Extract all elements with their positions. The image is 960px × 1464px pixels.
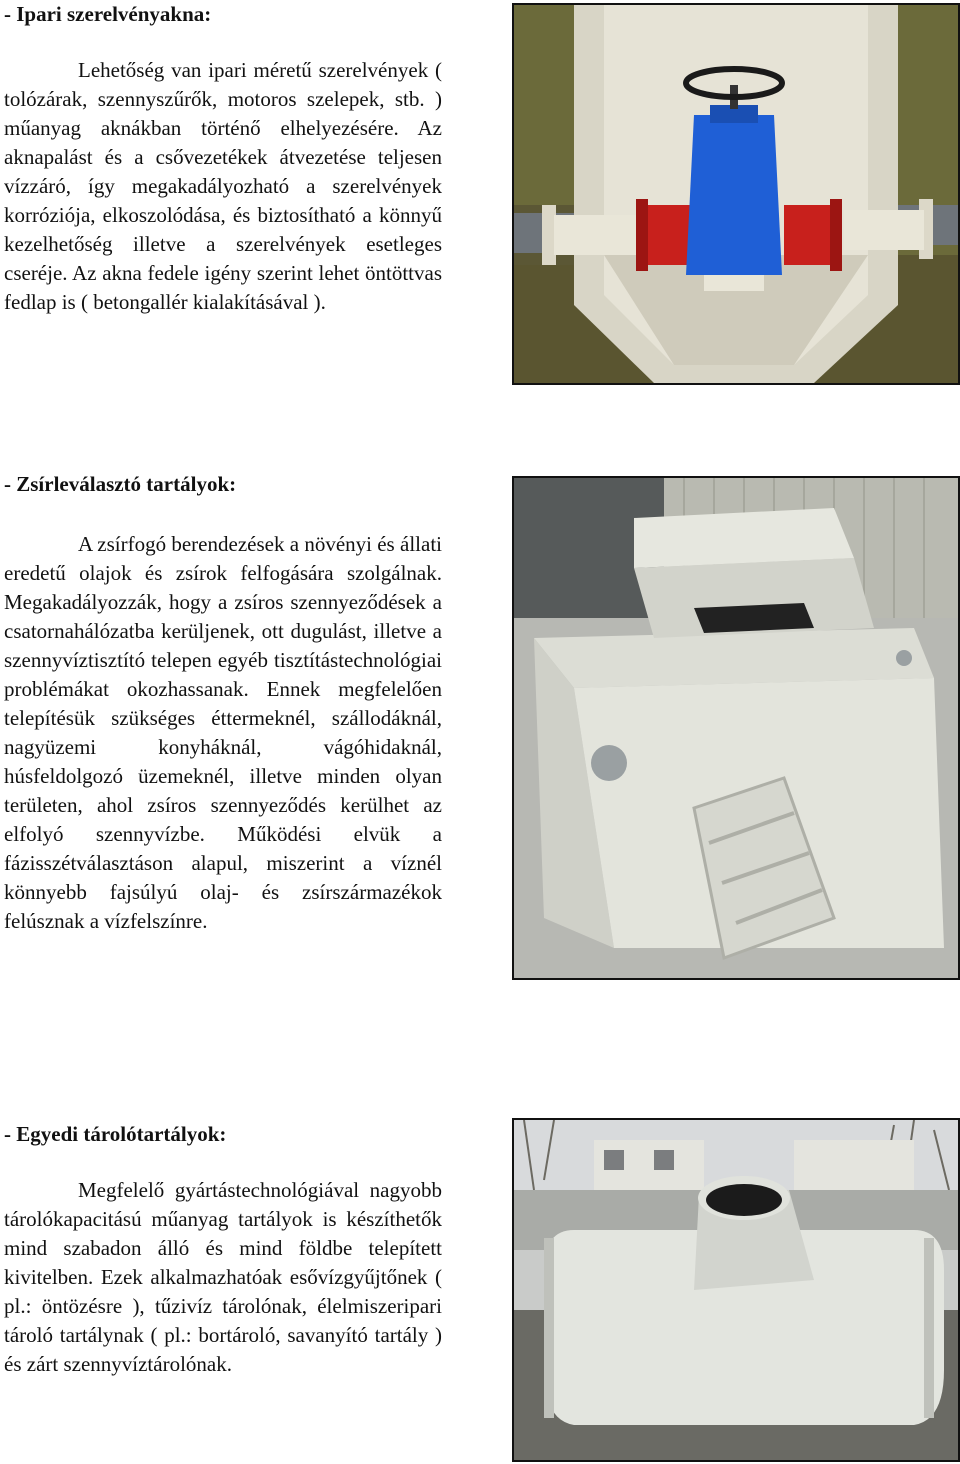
section-body-text: A zsírfogó berendezések a növényi és állati eredetű olajok és zsírok felfogására szolgálnak. Megakadályozzák, hogy a zsíros szennyeződések a csatornahálózatba kerüljenek, ott dugulást, illetve a szennyvíztisztító telepen egyéb tisztítástechnológiai problémákat okozhassanak. Ennek megfelelően telepítésük szükséges éttermeknél, szállodáknál, nagyüzemi konyháknál, vágóhidaknál, húsfeldolgozó üzemeknél, illetve minden olyan területen, ahol zsíros szennyeződés kerülhet az elfolyó szennyvízbe. Működési elvük a fázisszétválasztáson alapul, miszerint a víznél könnyebb fajsúlyú olaj- és zsírszármazékok felúsznak a vízfelszínre.	[4, 532, 442, 933]
section-heading: - Zsírleválasztó tartályok:	[4, 472, 237, 496]
section-body-text: Lehetőség van ipari méretű szerelvények ( tolózárak, szennyszűrők, motoros szelepek, stb. ) műanyag aknákban történő elhelyezésére. Az aknapalást és a csővezetékek átvezetése teljesen vízzáró, így megakadályozható a szerelvények korróziója, elkoszolódása, és biztosítható a könnyű kezelhetőség illetve a szerelvények esetleges cseréje. Az akna fedele igény szerint lehet öntöttvas fedlap is ( betongallér kialakításával ).	[4, 58, 442, 314]
storage-tank-photo	[512, 1118, 960, 1462]
grease-separator-photo	[512, 476, 960, 980]
section-body-text: Megfelelő gyártástechnológiával nagyobb tárolókapacitású műanyag tartályok is készíthetők mind szabadon álló és mind földbe telepített kivitelben. Ezek alkalmazhatóak esővízgyűjtőnek ( pl.: öntözésre ), tűzivíz tárolónak, élelmiszeripari tároló tartálynak ( pl.: bortároló, savanyító tartály ) és zárt szennyvíztárolónak.	[4, 1178, 442, 1376]
valve-shaft-photo	[512, 3, 960, 385]
section-heading: - Egyedi tárolótartályok:	[4, 1122, 227, 1146]
section-heading: - Ipari szerelvényakna:	[4, 2, 212, 26]
